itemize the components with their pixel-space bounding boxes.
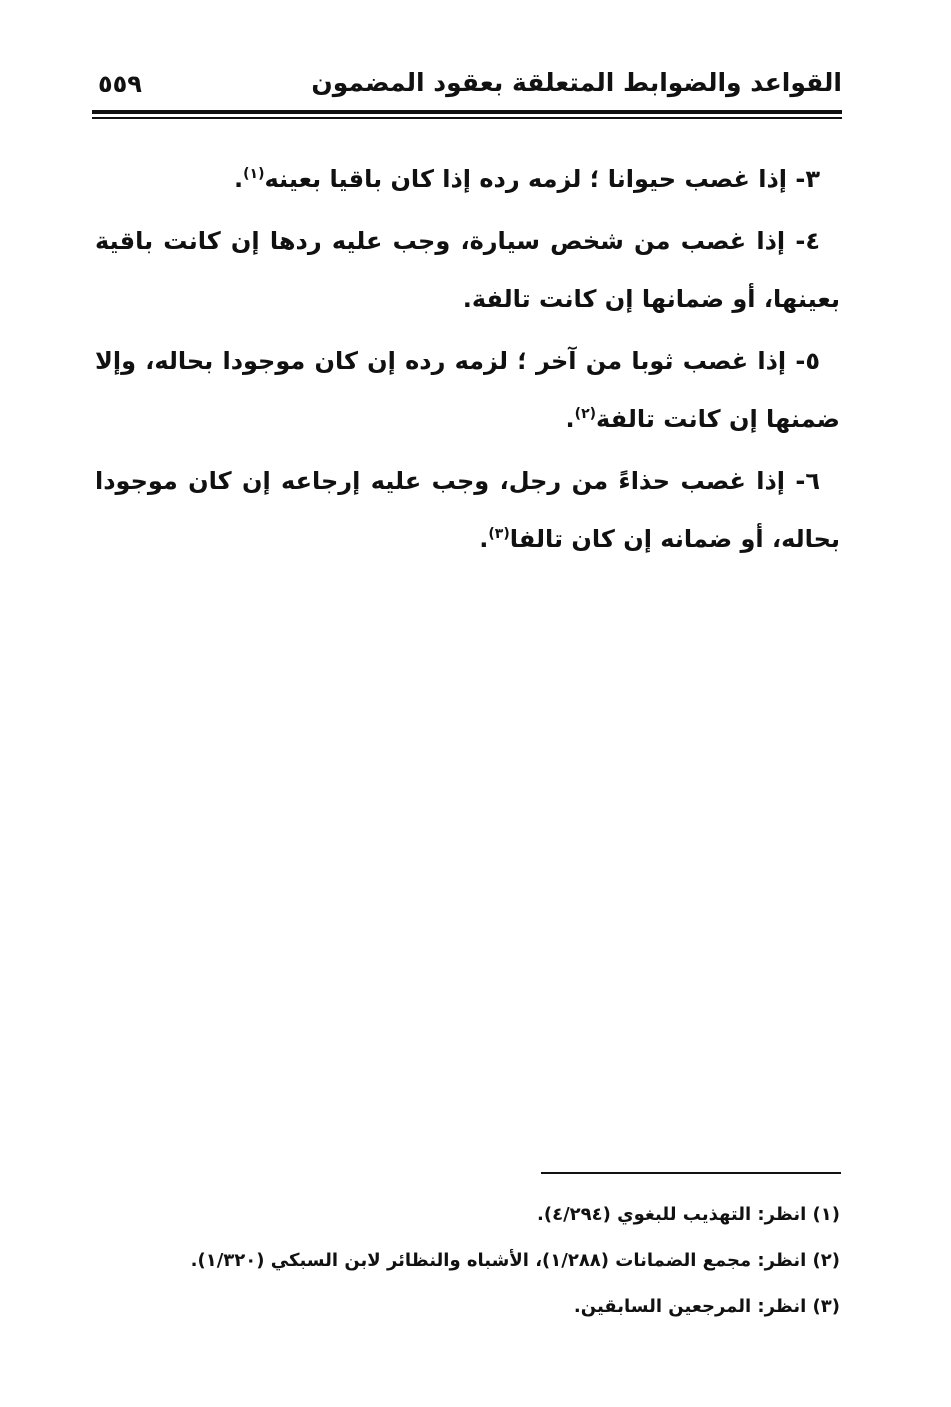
footnote-separator: [541, 1172, 841, 1174]
paragraph-4: [95, 212, 840, 328]
paragraph-end: .: [234, 165, 244, 193]
footnote-mark-1: (١): [243, 166, 265, 182]
footnotes: [95, 1192, 840, 1330]
running-title: القواعد والضوابط المتعلقة بعقود المضمون: [311, 68, 842, 97]
paragraph-6: [95, 452, 840, 568]
footnote-mark-2: (٢): [574, 406, 597, 422]
page-header: [92, 62, 842, 106]
footnote-mark-3: (٣): [488, 526, 510, 542]
paragraph-text: ٥- إذا غصب ثوبا من آخر ؛ لزمه رده إن كان موجودا بحاله، وإلا ضمنها إن كانت تالفة: [95, 347, 840, 433]
main-text: [95, 150, 840, 572]
footnote-1: (١) انظر: التهذيب للبغوي (٤/٢٩٤).: [537, 1204, 840, 1225]
paragraph-end: .: [479, 525, 489, 553]
footnote-2: (٢) انظر: مجمع الضمانات (١/٢٨٨)، الأشباه والنظائر لابن السبكي (١/٣٢٠).: [190, 1250, 840, 1271]
header-rule-thick: [92, 110, 842, 114]
paragraph-end: .: [565, 405, 575, 433]
paragraph-3: [95, 150, 840, 208]
paragraph-text: ٣- إذا غصب حيوانا ؛ لزمه رده إذا كان باقيا بعينه: [264, 165, 820, 193]
paragraph-5: [95, 332, 840, 448]
footnote-3: (٣) انظر: المرجعين السابقين.: [573, 1296, 840, 1317]
page-number: ٥٥٩: [98, 70, 142, 98]
header-rule-thin: [92, 117, 842, 119]
paragraph-text: ٤- إذا غصب من شخص سيارة، وجب عليه ردها إن كانت باقية بعينها، أو ضمانها إن كانت تالفة.: [95, 227, 840, 313]
paragraph-text: ٦- إذا غصب حذاءً من رجل، وجب عليه إرجاعه إن كان موجودا بحاله، أو ضمانه إن كان تالفا: [95, 467, 840, 553]
